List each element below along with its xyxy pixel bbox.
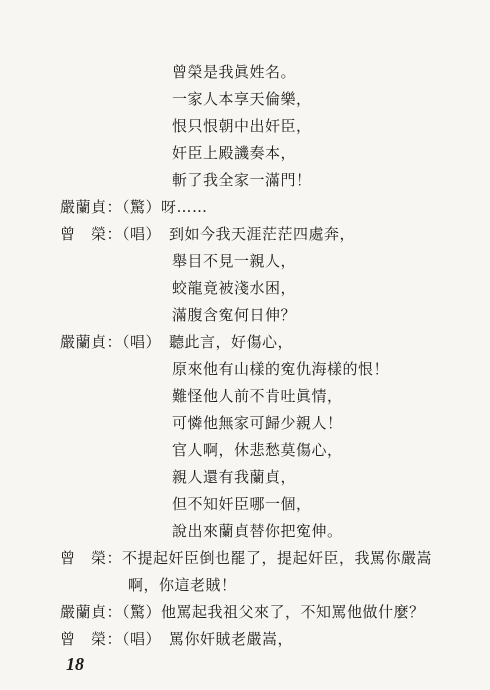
verse-line: 說出來蘭貞替你把寃伸。 (172, 522, 343, 540)
verse-line: 滿腹含寃何日伸？ (172, 306, 297, 324)
verse-line: 一家人本享天倫樂， (172, 90, 312, 108)
verse-line: 奸臣上殿譏奏本， (172, 144, 297, 162)
verse-line: 難怪他人前不肯吐眞情， (172, 387, 343, 405)
dialogue-line: 曾 榮：（唱） 罵你奸賊老嚴嵩， (60, 630, 294, 648)
dialogue-line: 嚴蘭貞：（唱） 聽此言，好傷心， (60, 333, 294, 351)
dialogue-line: 曾 榮：（唱） 到如今我天涯茫茫四處奔， (60, 225, 356, 243)
verse-line: 原來他有山樣的寃仇海樣的恨！ (172, 360, 390, 378)
verse-line: 可憐他無家可歸少親人！ (172, 414, 343, 432)
dialogue-line: 嚴蘭貞：（驚）他罵起我祖父來了，不知罵他做什麼？ (60, 603, 425, 621)
dialogue-continuation: 啊，你這老賊！ (128, 576, 237, 594)
page-number: 18 (66, 654, 84, 674)
verse-line: 蛟龍竟被淺水困， (172, 279, 297, 297)
dialogue-line: 嚴蘭貞：（驚）呀…… (60, 198, 208, 216)
verse-line: 但不知奸臣哪一個， (172, 495, 312, 513)
verse-line: 斬了我全家一滿門！ (172, 171, 312, 189)
verse-line: 官人啊，休悲愁莫傷心， (172, 441, 343, 459)
verse-line: 曾榮是我眞姓名。 (172, 63, 297, 81)
verse-line: 親人還有我蘭貞， (172, 468, 297, 486)
dialogue-line: 曾 榮：不提起奸臣倒也罷了，提起奸臣，我罵你嚴嵩 (60, 549, 433, 567)
verse-line: 恨只恨朝中出奸臣， (172, 117, 312, 135)
verse-line: 舉目不見一親人， (172, 252, 297, 270)
